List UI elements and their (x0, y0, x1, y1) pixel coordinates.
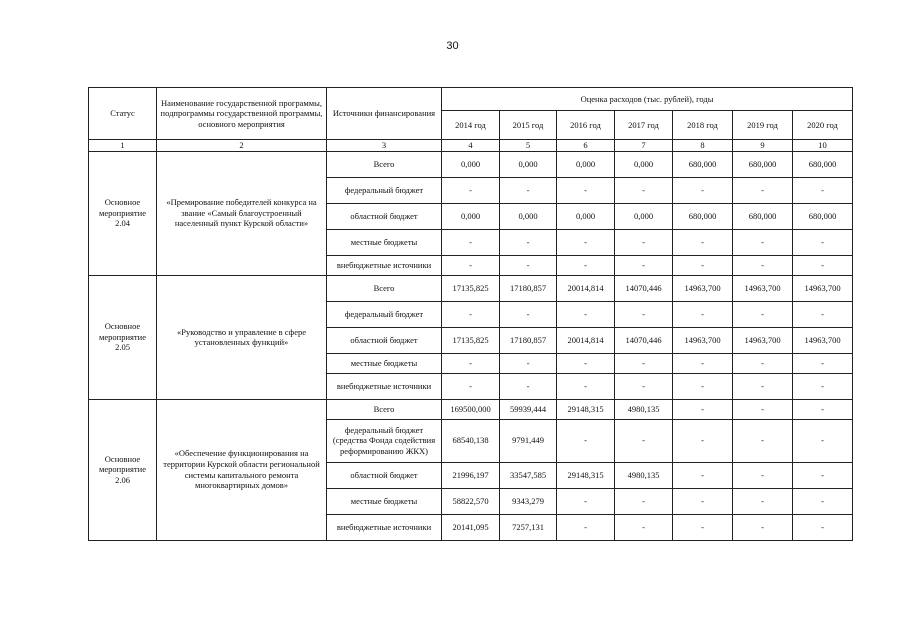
header-estimate: Оценка расходов (тыс. рублей), годы (442, 88, 853, 111)
value-cell: 14963,700 (673, 275, 733, 301)
value-cell: 680,000 (793, 151, 853, 177)
value-cell: - (557, 177, 615, 203)
column-number: 8 (673, 140, 733, 152)
value-cell: - (557, 229, 615, 255)
value-cell: 14070,446 (615, 327, 673, 353)
value-cell: - (615, 301, 673, 327)
header-name: Наименование государственной программы, подпрограммы государственной программы, основного мероприятия (157, 88, 327, 140)
funding-source-cell: федеральный бюджет (средства Фонда содействия реформированию ЖКХ) (327, 419, 442, 462)
value-cell: - (615, 229, 673, 255)
value-cell: 14070,446 (615, 275, 673, 301)
column-number: 10 (793, 140, 853, 152)
column-number: 6 (557, 140, 615, 152)
value-cell: - (793, 177, 853, 203)
value-cell: 58822,570 (442, 488, 500, 514)
value-cell: - (673, 255, 733, 275)
value-cell: - (615, 373, 673, 399)
value-cell: - (673, 514, 733, 540)
value-cell: - (733, 462, 793, 488)
value-cell: 14963,700 (793, 327, 853, 353)
funding-source-cell: Всего (327, 399, 442, 419)
value-cell: 4980,135 (615, 462, 673, 488)
header-year: 2016 год (557, 111, 615, 140)
value-cell: - (733, 399, 793, 419)
value-cell: - (442, 353, 500, 373)
value-cell: - (557, 488, 615, 514)
value-cell: - (442, 255, 500, 275)
value-cell: 9343,279 (500, 488, 557, 514)
value-cell: 29148,315 (557, 462, 615, 488)
value-cell: - (615, 177, 673, 203)
funding-source-cell: федеральный бюджет (327, 177, 442, 203)
value-cell: - (500, 353, 557, 373)
funding-source-cell: внебюджетные источники (327, 373, 442, 399)
value-cell: 680,000 (733, 203, 793, 229)
column-number: 3 (327, 140, 442, 152)
value-cell: 20014,814 (557, 327, 615, 353)
value-cell: - (733, 177, 793, 203)
value-cell: 20141,095 (442, 514, 500, 540)
header-year: 2014 год (442, 111, 500, 140)
funding-source-cell: областной бюджет (327, 203, 442, 229)
value-cell: 21996,197 (442, 462, 500, 488)
value-cell: 17135,825 (442, 275, 500, 301)
value-cell: 0,000 (500, 151, 557, 177)
value-cell: - (442, 229, 500, 255)
table-row (89, 151, 853, 177)
value-cell: - (793, 419, 853, 462)
header-year: 2019 год (733, 111, 793, 140)
value-cell: - (733, 419, 793, 462)
value-cell: 68540,138 (442, 419, 500, 462)
value-cell: - (793, 488, 853, 514)
value-cell: - (615, 488, 673, 514)
value-cell: - (733, 353, 793, 373)
column-number: 9 (733, 140, 793, 152)
value-cell: - (442, 177, 500, 203)
value-cell: - (733, 514, 793, 540)
value-cell: - (733, 301, 793, 327)
value-cell: - (733, 373, 793, 399)
value-cell: - (500, 373, 557, 399)
program-name-cell: «Премирование победителей конкурса на звание «Самый благоустроенный населенный пункт Курской области» (157, 151, 327, 275)
header-year: 2015 год (500, 111, 557, 140)
value-cell: 33547,585 (500, 462, 557, 488)
value-cell: 680,000 (793, 203, 853, 229)
funding-source-cell: Всего (327, 275, 442, 301)
value-cell: - (793, 301, 853, 327)
funding-source-cell: местные бюджеты (327, 488, 442, 514)
value-cell: - (673, 462, 733, 488)
funding-source-cell: областной бюджет (327, 327, 442, 353)
funding-source-cell: федеральный бюджет (327, 301, 442, 327)
value-cell: - (442, 301, 500, 327)
value-cell: - (500, 177, 557, 203)
value-cell: - (673, 353, 733, 373)
page-number: 30 (446, 40, 459, 52)
value-cell: - (673, 399, 733, 419)
value-cell: - (673, 301, 733, 327)
value-cell: 14963,700 (673, 327, 733, 353)
value-cell: 14963,700 (733, 275, 793, 301)
value-cell: - (673, 177, 733, 203)
funding-source-cell: областной бюджет (327, 462, 442, 488)
value-cell: 0,000 (500, 203, 557, 229)
column-number: 4 (442, 140, 500, 152)
header-year: 2020 год (793, 111, 853, 140)
value-cell: - (557, 301, 615, 327)
program-name-cell: «Обеспечение функционирования на территории Курской области региональной системы капитального ремонта многоквартирных домов» (157, 399, 327, 540)
expenditure-table (88, 87, 853, 541)
value-cell: - (673, 419, 733, 462)
value-cell: - (793, 399, 853, 419)
value-cell: - (557, 353, 615, 373)
value-cell: - (793, 353, 853, 373)
value-cell: - (793, 229, 853, 255)
funding-source-cell: местные бюджеты (327, 353, 442, 373)
value-cell: - (557, 255, 615, 275)
value-cell: 680,000 (673, 203, 733, 229)
value-cell: - (615, 514, 673, 540)
funding-source-cell: внебюджетные источники (327, 255, 442, 275)
value-cell: 0,000 (442, 203, 500, 229)
value-cell: - (442, 373, 500, 399)
funding-source-cell: Всего (327, 151, 442, 177)
value-cell: 59939,444 (500, 399, 557, 419)
value-cell: 14963,700 (733, 327, 793, 353)
table-row (89, 399, 853, 419)
value-cell: 0,000 (557, 203, 615, 229)
value-cell: - (615, 419, 673, 462)
header-status: Статус (89, 88, 157, 140)
value-cell: - (733, 255, 793, 275)
value-cell: 680,000 (733, 151, 793, 177)
status-cell: Основное мероприятие 2.04 (89, 151, 157, 275)
funding-source-cell: местные бюджеты (327, 229, 442, 255)
value-cell: - (793, 255, 853, 275)
value-cell: 20014,814 (557, 275, 615, 301)
funding-source-cell: внебюджетные источники (327, 514, 442, 540)
value-cell: - (673, 373, 733, 399)
table-row (89, 275, 853, 301)
header-year: 2018 год (673, 111, 733, 140)
column-number: 1 (89, 140, 157, 152)
value-cell: - (793, 514, 853, 540)
value-cell: 0,000 (442, 151, 500, 177)
value-cell: - (500, 301, 557, 327)
value-cell: - (733, 488, 793, 514)
value-cell: - (615, 255, 673, 275)
value-cell: - (557, 514, 615, 540)
value-cell: 17135,825 (442, 327, 500, 353)
value-cell: - (733, 229, 793, 255)
value-cell: 4980,135 (615, 399, 673, 419)
value-cell: - (500, 229, 557, 255)
value-cell: 0,000 (557, 151, 615, 177)
status-cell: Основное мероприятие 2.06 (89, 399, 157, 540)
program-name-cell: «Руководство и управление в сфере установленных функций» (157, 275, 327, 399)
column-number: 7 (615, 140, 673, 152)
value-cell: 169500,000 (442, 399, 500, 419)
value-cell: 0,000 (615, 151, 673, 177)
value-cell: - (500, 255, 557, 275)
value-cell: 17180,857 (500, 275, 557, 301)
value-cell: - (557, 419, 615, 462)
value-cell: 0,000 (615, 203, 673, 229)
column-number: 2 (157, 140, 327, 152)
column-number: 5 (500, 140, 557, 152)
value-cell: - (615, 353, 673, 373)
value-cell: - (673, 229, 733, 255)
status-cell: Основное мероприятие 2.05 (89, 275, 157, 399)
value-cell: - (673, 488, 733, 514)
value-cell: - (557, 373, 615, 399)
header-source: Источники финансирования (327, 88, 442, 140)
value-cell: - (793, 373, 853, 399)
value-cell: 680,000 (673, 151, 733, 177)
value-cell: 7257,131 (500, 514, 557, 540)
value-cell: 29148,315 (557, 399, 615, 419)
value-cell: 17180,857 (500, 327, 557, 353)
value-cell: 14963,700 (793, 275, 853, 301)
header-year: 2017 год (615, 111, 673, 140)
value-cell: 9791,449 (500, 419, 557, 462)
value-cell: - (793, 462, 853, 488)
